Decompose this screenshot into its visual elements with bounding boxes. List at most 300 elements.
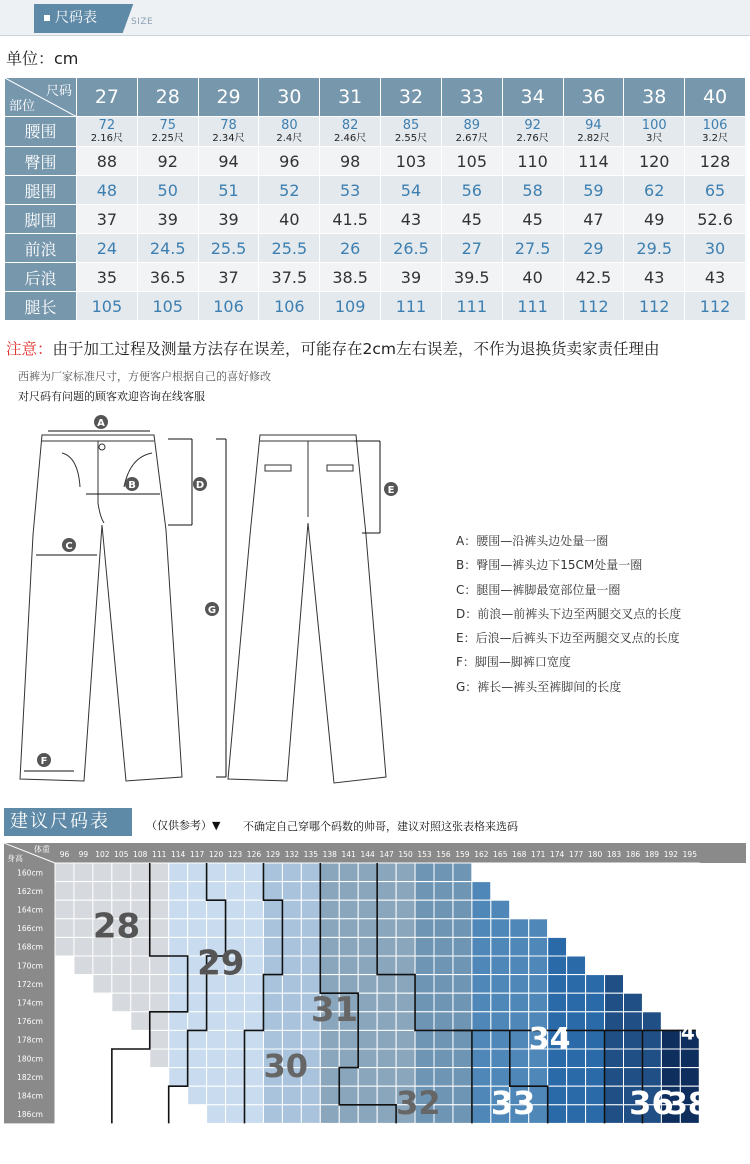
table-cell: 110 [502,147,563,176]
size-label: 38 [667,1087,709,1123]
table-cell: 43 [381,205,442,234]
grid-cell [74,1049,93,1068]
grid-cell [207,993,226,1012]
grid-cell [605,1030,624,1049]
grid-cell [150,919,169,938]
grid-height: 176cm [17,1017,43,1027]
grid-cell [605,956,624,975]
grid-cell [226,919,245,938]
grid-cell [661,1012,680,1031]
grid-cell [358,900,377,919]
grid-cell [112,1049,131,1068]
grid-cell [624,1012,643,1031]
grid-cell [74,937,93,956]
grid-weight: 171 [531,850,546,859]
recommend-grid [4,843,746,1143]
grid-cell [415,1012,434,1031]
grid-cell [55,1030,74,1049]
grid-cell [169,975,188,994]
grid-cell [642,975,661,994]
grid-cell [55,1012,74,1031]
grid-cell [320,900,339,919]
grid-cell [434,1049,453,1068]
cell-cm: 100 [641,117,667,133]
grid-cell [453,1068,472,1087]
grid-cell [358,1086,377,1105]
grid-cell [605,1068,624,1087]
grid-height: 184cm [17,1091,43,1101]
grid-cell [472,900,491,919]
table-cell: 47 [563,205,624,234]
grid-cell [150,1030,169,1049]
grid-cell [415,993,434,1012]
grid-cell [207,919,226,938]
table-cell: 36.5 [137,263,198,292]
grid-cell [453,882,472,901]
grid-cell [472,993,491,1012]
grid-cell [207,882,226,901]
grid-cell [339,1068,358,1087]
notice [6,337,660,359]
grid-cell [642,882,661,901]
grid-cell [396,919,415,938]
row-label: 腿长 [5,292,77,321]
grid-cell [358,1068,377,1087]
grid-cell [548,863,567,882]
table-cell: 105 [77,292,138,321]
grid-cell [624,1049,643,1068]
grid-cell [377,1049,396,1068]
grid-cell [396,1012,415,1031]
grid-cell [339,1049,358,1068]
row-label: 臀围 [5,147,77,176]
table-cell [685,117,746,147]
table-cell: 39 [381,263,442,292]
grid-cell [680,937,699,956]
grid-cell [586,863,605,882]
grid-cell [586,1049,605,1068]
table-cell: 25.5 [198,234,259,263]
grid-cell [188,900,207,919]
grid-cell [415,956,434,975]
grid-cell [112,956,131,975]
grid-weight: 168 [512,850,527,859]
grid-cell [624,993,643,1012]
table-cell: 50 [137,176,198,205]
table-cell: 65 [685,176,746,205]
grid-cell [510,900,529,919]
grid-cell [93,975,112,994]
grid-cell [74,1012,93,1031]
grid-cell [567,1086,586,1105]
grid-cell [377,1012,396,1031]
table-cell: 37.5 [259,263,320,292]
grid-cell [358,937,377,956]
marker-g: G [207,605,217,616]
grid-cell [415,919,434,938]
grid-cell [245,1012,264,1031]
cell-cm: 106 [702,117,728,133]
grid-cell [548,1105,567,1124]
grid-cell [567,882,586,901]
grid-weight: 165 [493,850,508,859]
grid-cell [548,975,567,994]
table-cell: 111 [441,292,502,321]
grid-cell [188,1049,207,1068]
grid-cell [586,956,605,975]
table-cell: 53 [320,176,381,205]
grid-cell [377,919,396,938]
grid-cell [661,956,680,975]
grid-cell [472,956,491,975]
table-cell: 41.5 [320,205,381,234]
grid-cell [93,993,112,1012]
grid-height: 168cm [17,942,43,952]
table-cell: 37 [198,263,259,292]
grid-cell [169,863,188,882]
grid-cell [245,1030,264,1049]
grid-cell [226,1105,245,1124]
grid-cell [453,863,472,882]
marker-b: B [128,480,136,491]
cell-cm: 89 [463,117,481,133]
grid-cell [434,882,453,901]
grid-weight: 96 [59,850,70,859]
grid-cell [605,1105,624,1124]
grid-cell [226,1030,245,1049]
grid-cell [396,863,415,882]
grid-cell [472,975,491,994]
grid-cell [112,1068,131,1087]
grid-cell [605,882,624,901]
grid-cell [74,919,93,938]
grid-cell [112,1030,131,1049]
grid-cell [491,863,510,882]
table-cell: 88 [77,147,138,176]
grid-cell [567,900,586,919]
grid-cell [453,1049,472,1068]
grid-cell [245,863,264,882]
grid-cell [263,900,282,919]
grid-cell [434,993,453,1012]
grid-cell [55,919,74,938]
grid-cell [548,919,567,938]
grid-cell [529,900,548,919]
grid-cell [112,993,131,1012]
grid-cell [320,1105,339,1124]
grid-cell [642,863,661,882]
table-cell [320,117,381,147]
grid-cell [93,1012,112,1031]
grid-cell [358,863,377,882]
table-cell [137,117,198,147]
grid-cell [320,1086,339,1105]
grid-cell [491,1049,510,1068]
legend-item: D：前浪—前裤头下边至两腿交叉点的长度 [456,606,682,621]
grid-cell [453,1086,472,1105]
grid-cell [150,900,169,919]
table-cell: 98 [320,147,381,176]
grid-weight: 192 [663,850,679,859]
grid-cell [169,1049,188,1068]
grid-cell [453,975,472,994]
grid-cell [567,993,586,1012]
grid-cell [510,863,529,882]
grid-cell [624,975,643,994]
grid-cell [93,1068,112,1087]
grid-cell [169,919,188,938]
grid-cell [586,1030,605,1049]
grid-cell [586,1086,605,1105]
grid-cell [263,937,282,956]
grid-cell [396,1049,415,1068]
grid-cell [188,1012,207,1031]
recommend-title: 建议尺码表 [4,808,132,836]
grid-cell [661,1049,680,1068]
table-cell [381,117,442,147]
grid-cell [150,1012,169,1031]
table-cell: 30 [685,234,746,263]
grid-cell [377,975,396,994]
grid-cell [453,993,472,1012]
grid-cell [586,993,605,1012]
grid-cell [226,900,245,919]
size-label: 28 [92,906,141,947]
grid-cell [112,882,131,901]
grid-cell [207,1068,226,1087]
table-cell: 29 [563,234,624,263]
corner-part: 部位 [9,99,36,114]
grid-cell [131,1105,150,1124]
grid-cell [529,882,548,901]
grid-cell [434,900,453,919]
grid-cell [131,1049,150,1068]
grid-cell [680,863,699,882]
grid-cell [188,1086,207,1105]
grid-cell [93,863,112,882]
grid-cell [377,993,396,1012]
grid-cell [245,993,264,1012]
grid-cell [680,956,699,975]
grid-cell [301,1086,320,1105]
cell-cm: 72 [98,117,116,133]
cell-chi: 2.55尺 [394,132,428,144]
grid-cell [245,956,264,975]
grid-cell [150,1049,169,1068]
grid-cell [472,863,491,882]
grid-cell [415,1030,434,1049]
table-cell [502,117,563,147]
table-cell: 112 [685,292,746,321]
grid-cell [301,1105,320,1124]
grid-cell [358,1012,377,1031]
grid-cell [131,863,150,882]
table-cell: 52 [259,176,320,205]
row-label: 后浪 [5,263,77,292]
grid-cell [188,919,207,938]
grid-cell [510,993,529,1012]
grid-cell [680,975,699,994]
table-cell: 120 [624,147,685,176]
grid-cell [188,1030,207,1049]
grid-cell [510,1049,529,1068]
grid-cell [586,937,605,956]
grid-cell [245,900,264,919]
size-header: 38 [624,78,685,117]
grid-cell [472,1086,491,1105]
cell-cm: 94 [585,117,602,133]
legend [456,532,681,702]
grid-cell [605,1012,624,1031]
grid-cell [207,1049,226,1068]
size-label: 36 [629,1084,674,1123]
table-cell: 59 [563,176,624,205]
grid-cell [586,900,605,919]
grid-cell [245,919,264,938]
grid-height: 164cm [17,905,43,915]
grid-cell [74,1086,93,1105]
grid-cell [586,919,605,938]
grid-cell [207,1030,226,1049]
cell-cm: 82 [341,117,359,133]
grid-cell [282,937,301,956]
grid-cell [377,1105,396,1124]
grid-cell [150,975,169,994]
table-cell: 105 [137,292,198,321]
grid-cell [93,1030,112,1049]
table-cell: 39.5 [441,263,502,292]
grid-cell [207,1086,226,1105]
cell-cm: 75 [159,117,176,133]
grid-weight: 117 [189,850,205,859]
grid-cell [377,1030,396,1049]
grid-cell [472,1068,491,1087]
table-cell: 128 [685,147,746,176]
grid-weight: 138 [322,850,337,859]
table-cell: 45 [441,205,502,234]
grid-weight: 147 [379,850,394,859]
row-label: 脚围 [5,205,77,234]
grid-cell [339,956,358,975]
size-header: 33 [441,78,502,117]
grid-cell [263,1105,282,1124]
grid-weight: 135 [303,850,318,859]
grid-cell [548,882,567,901]
grid-cell [680,993,699,1012]
grid-cell [320,882,339,901]
size-table [4,77,746,321]
grid-cell [548,1068,567,1087]
grid-cell [624,1030,643,1049]
grid-cell [453,1030,472,1049]
grid-cell [377,1068,396,1087]
grid-cell [529,863,548,882]
grid-cell [472,882,491,901]
grid-cell [150,1068,169,1087]
size-label: 30 [263,1046,308,1085]
grid-weight: 123 [227,850,243,859]
grid-cell [245,1105,264,1124]
table-cell: 35 [77,263,138,292]
grid-cell [74,863,93,882]
grid-cell [339,1030,358,1049]
table-cell: 58 [502,176,563,205]
legend-item: G：裤长—裤头至裤脚间的长度 [456,679,622,694]
grid-weight: 108 [133,850,148,859]
grid-cell [263,919,282,938]
notice-prefix: 注意： [6,340,53,358]
grid-cell [282,900,301,919]
grid-cell [169,1105,188,1124]
table-cell: 105 [441,147,502,176]
grid-cell [55,937,74,956]
grid-cell [282,956,301,975]
grid-cell [320,863,339,882]
grid-height: 186cm [17,1110,43,1120]
cell-chi: 3尺 [646,132,663,144]
size-label: 34 [528,1022,571,1057]
grid-cell [169,1030,188,1049]
grid-cell [396,1030,415,1049]
grid-height: 172cm [17,979,43,989]
grid-cell [169,900,188,919]
grid-cell [226,1068,245,1087]
grid-cell [207,900,226,919]
grid-cell [586,1068,605,1087]
table-cell: 92 [137,147,198,176]
grid-cell [642,900,661,919]
grid-cell [642,1030,661,1049]
grid-cell [415,937,434,956]
grid-height: 160cm [17,868,43,878]
grid-cell [605,975,624,994]
legend-item: A：腰围—沿裤头边处量一圈 [456,534,609,548]
cell-chi: 3.2尺 [702,132,729,144]
grid-cell [472,1049,491,1068]
grid-cell [301,956,320,975]
grid-cell [74,882,93,901]
grid-cell [491,1012,510,1031]
grid-cell [548,993,567,1012]
grid-cell [358,919,377,938]
size-header: 28 [137,78,198,117]
grid-weight: 132 [284,850,300,859]
grid-cell [605,900,624,919]
grid-cell [55,975,74,994]
grid-cell [150,956,169,975]
marker-d: D [195,480,205,491]
size-header: 29 [198,78,259,117]
grid-cell [245,1049,264,1068]
grid-cell [377,1086,396,1105]
grid-cell [491,919,510,938]
grid-cell [396,993,415,1012]
grid-cell [150,993,169,1012]
grid-cell [169,882,188,901]
grid-cell [74,956,93,975]
grid-cell [661,882,680,901]
grid-corner-weight: 体重 [34,845,50,854]
grid-weight: 141 [341,850,356,859]
grid-weight: 105 [114,850,129,859]
grid-cell [396,882,415,901]
grid-cell [55,956,74,975]
grid-cell [207,1012,226,1031]
grid-cell [131,1086,150,1105]
cell-chi: 2.16尺 [90,132,124,144]
grid-cell [415,1049,434,1068]
table-cell: 109 [320,292,381,321]
